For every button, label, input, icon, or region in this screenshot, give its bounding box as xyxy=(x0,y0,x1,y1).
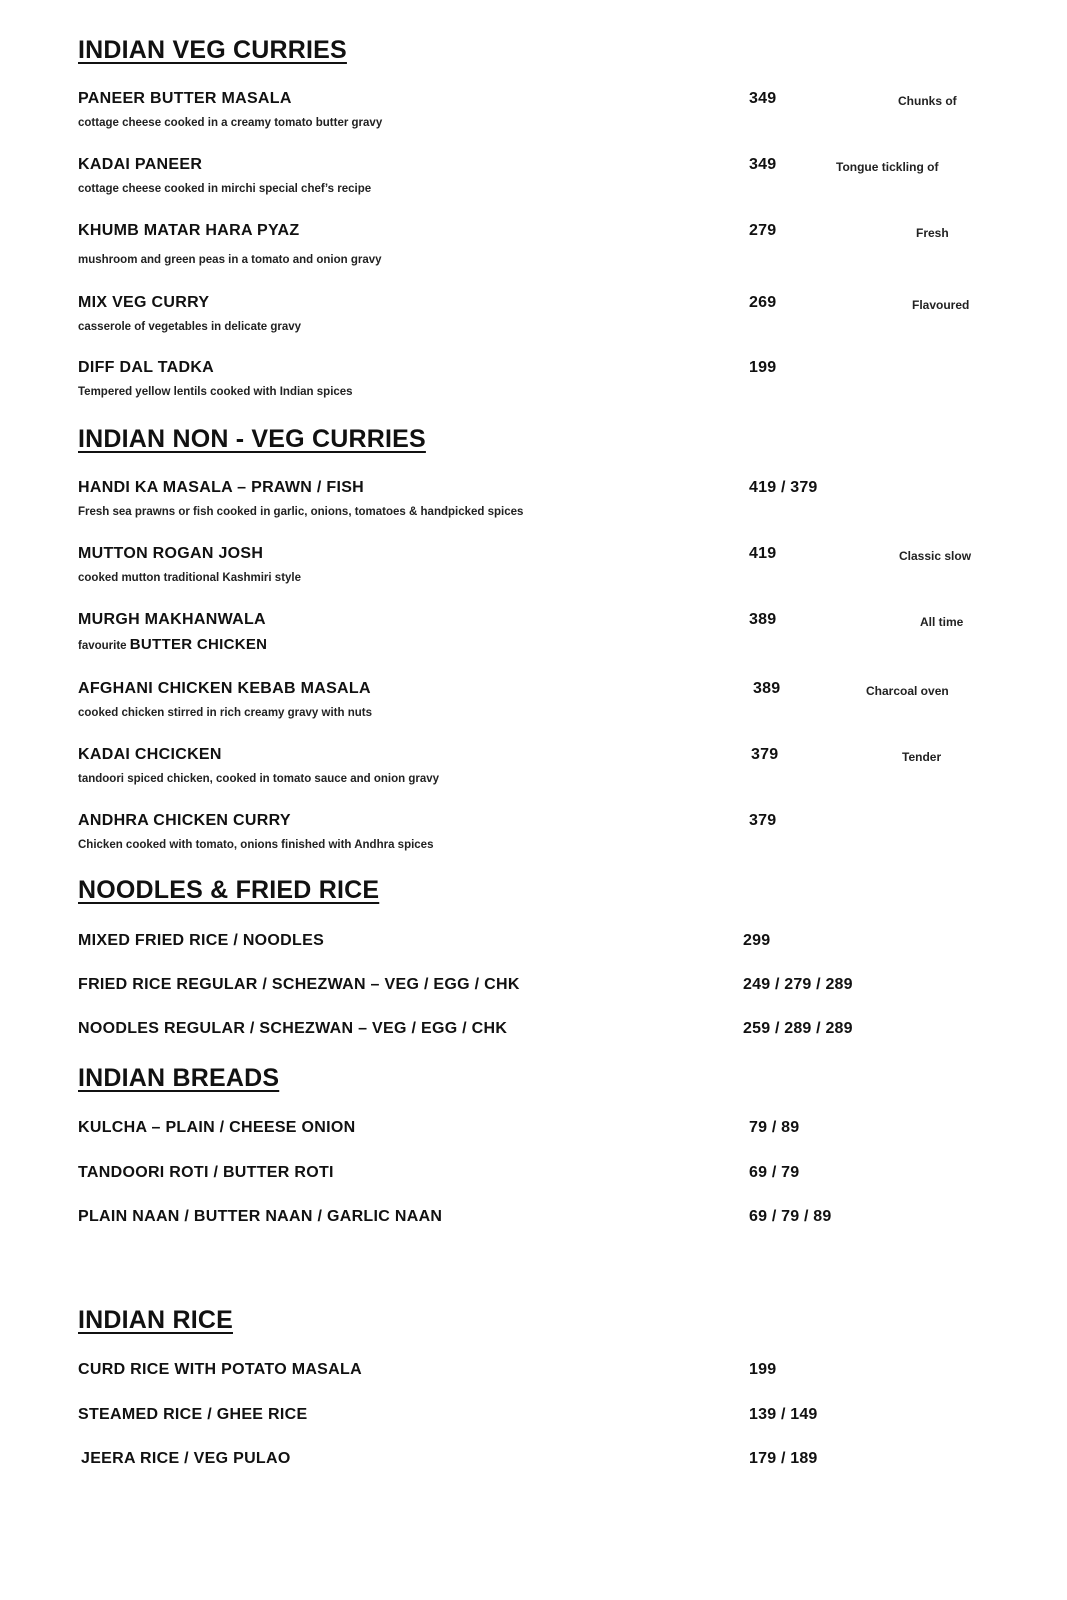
menu-item-description: cottage cheese cooked in a creamy tomato butter gravy xyxy=(78,117,383,129)
menu-item-note: Fresh xyxy=(916,226,949,240)
menu-item-description: mushroom and green peas in a tomato and onion gravy xyxy=(78,254,382,266)
menu-item-price: 69 / 79 xyxy=(749,1164,800,1181)
menu-item-note: Classic slow xyxy=(899,549,972,563)
menu-item-name: JEERA RICE / VEG PULAO xyxy=(81,1450,291,1467)
menu-item-price: 69 / 79 / 89 xyxy=(749,1208,832,1225)
menu-item-price: 269 xyxy=(749,294,777,311)
menu-item-price: 279 xyxy=(749,222,777,239)
menu-item-price: 389 xyxy=(753,680,781,697)
menu-item-name: NOODLES REGULAR / SCHEZWAN – VEG / EGG / CHK xyxy=(78,1020,508,1037)
menu-item-price: 199 xyxy=(749,359,777,376)
section-title-indian-rice: INDIAN RICE xyxy=(78,1306,233,1334)
menu-item-name: PLAIN NAAN / BUTTER NAAN / GARLIC NAAN xyxy=(78,1208,443,1225)
menu-item-price: 389 xyxy=(749,611,777,628)
menu-item-price: 179 / 189 xyxy=(749,1450,818,1467)
menu-item-name: DIFF DAL TADKA xyxy=(78,359,215,376)
menu-item-price: 419 / 379 xyxy=(749,479,818,496)
section-title-noodles-fried-rice: NOODLES & FRIED RICE xyxy=(78,876,380,904)
menu-item-name: FRIED RICE REGULAR / SCHEZWAN – VEG / EGG / CHK xyxy=(78,976,520,993)
section-title-indian-breads: INDIAN BREADS xyxy=(78,1064,280,1092)
menu-item-note: All time xyxy=(920,615,964,629)
menu-item-description: cooked chicken stirred in rich creamy gravy with nuts xyxy=(78,707,372,719)
menu-item-note: Charcoal oven xyxy=(866,684,949,698)
description-prefix: favourite xyxy=(78,640,127,652)
menu-item-name: AFGHANI CHICKEN KEBAB MASALA xyxy=(78,680,371,697)
menu-item-name: TANDOORI ROTI / BUTTER ROTI xyxy=(78,1164,334,1181)
menu-item-name: HANDI KA MASALA – PRAWN / FISH xyxy=(78,479,365,496)
menu-item-price: 79 / 89 xyxy=(749,1119,800,1136)
menu-item-note: Tongue tickling of xyxy=(836,160,939,174)
menu-item-name: MUTTON ROGAN JOSH xyxy=(78,545,264,562)
section-title-non-veg-curries: INDIAN NON - VEG CURRIES xyxy=(78,425,426,453)
menu-item-name: KADAI PANEER xyxy=(78,156,203,173)
menu-item-description: Fresh sea prawns or fish cooked in garlic, onions, tomatoes & handpicked spices xyxy=(78,506,524,518)
menu-item-name: KHUMB MATAR HARA PYAZ xyxy=(78,222,300,239)
menu-item-price: 259 / 289 / 289 xyxy=(743,1020,853,1037)
description-highlight: BUTTER CHICKEN xyxy=(129,636,268,653)
menu-item-description: cottage cheese cooked in mirchi special chef’s recipe xyxy=(78,183,372,195)
menu-item-name: PANEER BUTTER MASALA xyxy=(78,90,292,107)
menu-item-price: 379 xyxy=(749,812,777,829)
menu-item-name: STEAMED RICE / GHEE RICE xyxy=(78,1406,308,1423)
menu-item-description: cooked mutton traditional Kashmiri style xyxy=(78,572,302,584)
menu-item-price: 349 xyxy=(749,156,777,173)
menu-item-name: MURGH MAKHANWALA xyxy=(78,611,266,628)
menu-item-name: ANDHRA CHICKEN CURRY xyxy=(78,812,291,829)
menu-item-note: Chunks of xyxy=(898,94,957,108)
section-title-veg-curries: INDIAN VEG CURRIES xyxy=(78,36,347,64)
menu-item-description xyxy=(78,636,267,653)
menu-item-description: Chicken cooked with tomato, onions finished with Andhra spices xyxy=(78,839,434,851)
menu-item-note: Tender xyxy=(902,750,942,764)
menu-item-price: 419 xyxy=(749,545,777,562)
menu-item-name: MIX VEG CURRY xyxy=(78,294,210,311)
menu-item-note: Flavoured xyxy=(912,298,970,312)
menu-item-name: MIXED FRIED RICE / NOODLES xyxy=(78,932,325,949)
menu-item-description: tandoori spiced chicken, cooked in tomato sauce and onion gravy xyxy=(78,773,440,785)
menu-item-name: KADAI CHCICKEN xyxy=(78,746,222,763)
menu-item-price: 379 xyxy=(751,746,779,763)
menu-item-description: Tempered yellow lentils cooked with Indian spices xyxy=(78,386,353,398)
menu-item-price: 349 xyxy=(749,90,777,107)
menu-item-price: 139 / 149 xyxy=(749,1406,818,1423)
menu-item-name: KULCHA – PLAIN / CHEESE ONION xyxy=(78,1119,356,1136)
menu-item-price: 249 / 279 / 289 xyxy=(743,976,853,993)
menu-item-name: CURD RICE WITH POTATO MASALA xyxy=(78,1361,362,1378)
menu-item-description: casserole of vegetables in delicate gravy xyxy=(78,321,302,333)
menu-item-price: 299 xyxy=(743,932,771,949)
menu-item-price: 199 xyxy=(749,1361,777,1378)
